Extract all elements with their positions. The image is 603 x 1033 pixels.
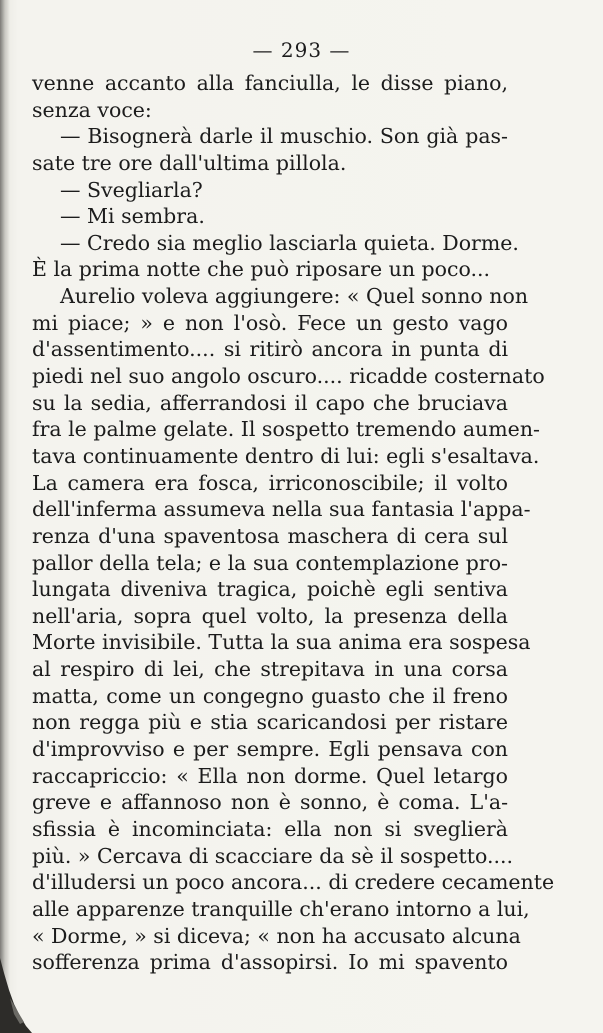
text-line: — Svegliarla?	[60, 177, 203, 202]
text-line: tava continuamente dentro di lui: egli s'esaltava.	[32, 443, 540, 468]
text-line: d'improvviso e per sempre. Egli pensava con	[32, 737, 508, 762]
text-line: — Credo sia meglio lasciarla quieta. Dorme.	[60, 230, 519, 255]
text-line: pallor della tela; e la sua contemplazione pro-	[32, 550, 508, 575]
text-line: d'illudersi un poco ancora... di credere cecamente	[32, 870, 555, 895]
spine-shadow	[0, 0, 10, 1033]
text-line: non regga più e stia scaricandosi per ristare	[32, 710, 508, 735]
text-line: greve e affannoso non è sonno, è coma. L'a-	[32, 790, 508, 815]
text-line: piedi nel suo angolo oscuro.... ricadde costernato	[32, 364, 545, 389]
text-line: lungata diveniva tragica, poichè egli sentiva	[32, 577, 508, 602]
text-line: — Mi sembra.	[60, 204, 205, 229]
text-line: Aurelio voleva aggiungere: « Quel sonno non	[60, 284, 529, 309]
text-line: — Bisognerà darle il muschio. Son già pas-	[60, 124, 508, 149]
text-line: sate tre ore dall'ultima pillola.	[32, 150, 347, 175]
text-line: d'assentimento.... si ritirò ancora in punta di	[32, 337, 508, 362]
text-line: più. » Cercava di scacciare da sè il sospetto....	[32, 843, 514, 868]
text-line: alle apparenze tranquille ch'erano intorno a lui,	[32, 896, 530, 921]
page-number: — 293 —	[252, 38, 351, 62]
text-line: Morte invisibile. Tutta la sua anima era sospesa	[32, 630, 531, 655]
text-line: mi piace; » e non l'osò. Fece un gesto vago	[32, 310, 508, 335]
text-line: nell'aria, sopra quel volto, la presenza della	[32, 603, 508, 628]
text-line: su la sedia, afferrandosi il capo che bruciava	[32, 390, 508, 415]
text-line: raccapriccio: « Ella non dorme. Quel letargo	[32, 763, 508, 788]
text-line: venne accanto alla fanciulla, le disse piano,	[32, 71, 508, 95]
text-line: sfissia è incominciata: ella non si sveglierà	[32, 816, 508, 841]
text-line: sofferenza prima d'assopirsi. Io mi spavento	[32, 950, 508, 975]
text-line: renza d'una spaventosa maschera di cera sul	[32, 523, 508, 548]
text-line: « Dorme, » si diceva; « non ha accusato alcuna	[32, 923, 521, 948]
text-line: al respiro di lei, che strepitava in una corsa	[32, 657, 508, 682]
text-line: senza voce:	[32, 97, 152, 122]
body-text	[32, 70, 555, 976]
text-line: dell'inferma assumeva nella sua fantasia l'appa-	[32, 497, 531, 522]
text-line: La camera era fosca, irriconoscibile; il volto	[32, 470, 508, 495]
text-line: È la prima notte che può riposare un poco...	[32, 257, 491, 282]
text-line: matta, come un congegno guasto che il freno	[32, 683, 508, 708]
text-line: fra le palme gelate. Il sospetto tremendo aumen-	[32, 417, 540, 442]
